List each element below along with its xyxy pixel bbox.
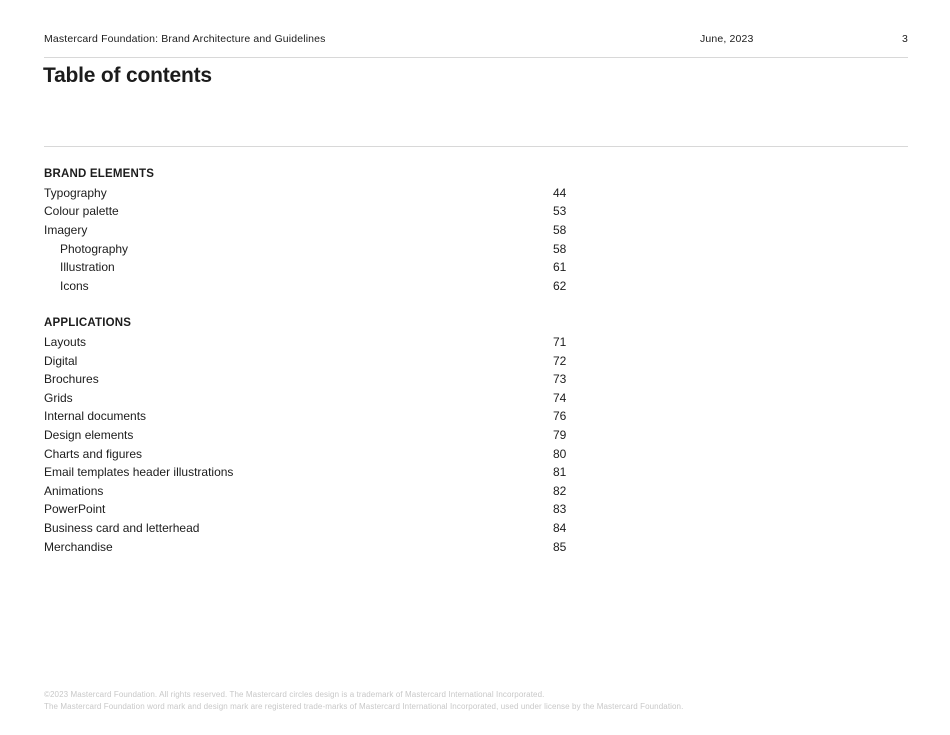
toc-entry-page-number: 83 xyxy=(553,502,567,517)
toc-entry[interactable] xyxy=(44,258,604,277)
footer-trademark-line: The Mastercard Foundation word mark and design mark are registered trade-marks of Mastercard International Incorporated, used under license by the Mastercard Foundation. xyxy=(44,701,684,711)
toc-entry-page-number: 58 xyxy=(553,241,567,256)
toc-section xyxy=(44,165,604,295)
toc-entry-label: Charts and figures xyxy=(44,446,143,461)
toc-entry[interactable] xyxy=(44,184,604,203)
page-title: Table of contents xyxy=(43,64,212,87)
toc-entry-page-number: 80 xyxy=(553,446,567,461)
toc-entry-page-number: 44 xyxy=(553,185,567,200)
toc-entry[interactable] xyxy=(44,407,604,426)
toc-section-heading: BRAND ELEMENTS xyxy=(44,168,155,181)
toc-entry-page-number: 81 xyxy=(553,465,567,480)
toc-entry[interactable] xyxy=(44,221,604,240)
toc-entry-label: PowerPoint xyxy=(44,502,106,517)
header-document-title: Mastercard Foundation: Brand Architecture and Guidelines xyxy=(44,33,326,45)
toc-entry-page-number: 71 xyxy=(553,335,567,350)
toc-entry-label: Animations xyxy=(44,483,104,498)
toc-entry[interactable] xyxy=(44,482,604,501)
toc-entry[interactable] xyxy=(44,370,604,389)
toc-entry[interactable] xyxy=(44,333,604,352)
header-divider xyxy=(44,57,908,58)
toc-entry[interactable] xyxy=(44,444,604,463)
toc-entry-label: Digital xyxy=(44,353,78,368)
toc-entry-label: Merchandise xyxy=(44,539,113,554)
page-header xyxy=(44,33,908,47)
toc-section-heading: APPLICATIONS xyxy=(44,317,132,330)
toc-entry-label: Typography xyxy=(44,185,107,200)
toc-entry-page-number: 74 xyxy=(553,390,567,405)
toc-entry-page-number: 62 xyxy=(553,278,567,293)
toc-entry[interactable] xyxy=(44,277,604,296)
toc-entry-label: Design elements xyxy=(44,428,134,443)
toc-entry[interactable] xyxy=(44,202,604,221)
header-date: June, 2023 xyxy=(700,33,754,45)
toc-entry-page-number: 84 xyxy=(553,520,567,535)
title-divider xyxy=(44,146,908,147)
header-page-number: 3 xyxy=(902,33,908,45)
toc-entry-label: Imagery xyxy=(44,223,88,238)
toc-entry[interactable] xyxy=(44,351,604,370)
toc-entry-label: Photography xyxy=(60,241,129,256)
toc-entry-page-number: 85 xyxy=(553,539,567,554)
toc-entry-label: Internal documents xyxy=(44,409,147,424)
toc-entry[interactable] xyxy=(44,463,604,482)
toc-entry-page-number: 76 xyxy=(553,409,567,424)
toc-entry[interactable] xyxy=(44,537,604,556)
toc-entry-label: Layouts xyxy=(44,335,87,350)
toc-section xyxy=(44,314,604,556)
toc-entry[interactable] xyxy=(44,239,604,258)
toc-entry-page-number: 53 xyxy=(553,204,567,219)
toc-entry-label: Email templates header illustrations xyxy=(44,465,234,480)
toc-entry-page-number: 61 xyxy=(553,260,567,275)
toc-entry-label: Brochures xyxy=(44,372,99,387)
page-footer xyxy=(44,689,908,713)
toc-entry-label: Grids xyxy=(44,390,73,405)
toc-entry-page-number: 72 xyxy=(553,353,567,368)
footer-copyright-line: ©2023 Mastercard Foundation. All rights reserved. The Mastercard circles design is a trademark of Mastercard International Incorporated. xyxy=(44,690,545,699)
toc-entry[interactable] xyxy=(44,500,604,519)
toc-entry-label: Illustration xyxy=(60,260,115,275)
toc-entry[interactable] xyxy=(44,426,604,445)
toc-entry-label: Colour palette xyxy=(44,204,119,219)
toc-entry-page-number: 73 xyxy=(553,372,567,387)
toc-entry-page-number: 58 xyxy=(553,223,567,238)
toc-entry-label: Icons xyxy=(60,278,89,293)
toc-entry-label: Business card and letterhead xyxy=(44,520,200,535)
toc-entry[interactable] xyxy=(44,389,604,408)
toc-entry-page-number: 82 xyxy=(553,483,567,498)
toc-entry-page-number: 79 xyxy=(553,428,567,443)
toc-entry[interactable] xyxy=(44,519,604,538)
table-of-contents xyxy=(44,165,604,556)
